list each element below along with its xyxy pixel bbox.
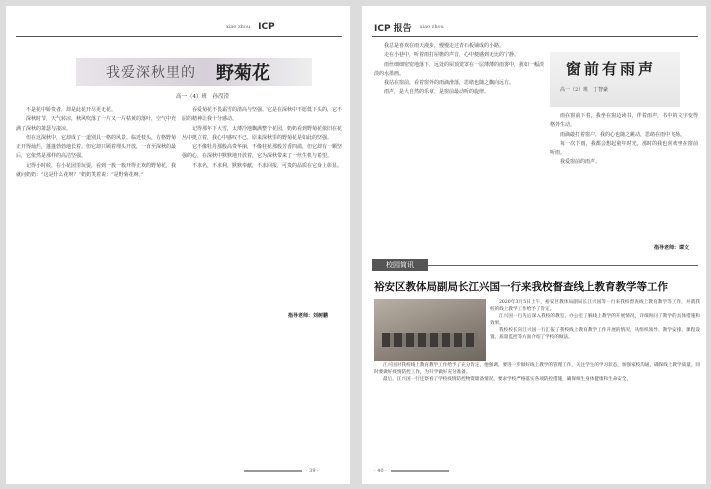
paragraph: 雨滴敲打着窗户，我的心也随之跳动，思绪在雨中飞扬。 (560, 131, 686, 138)
paragraph: 2020年3月5日上午，裕安区教体局副局长江兴国等一行来我校督查线上教育教学等工作，并就我校的线上教学工作给予了肯定。 (490, 300, 700, 312)
section-header (372, 258, 698, 272)
paragraph: 我爱窗前的雨声。 (560, 159, 601, 166)
paragraph: 我总是喜欢在雨天漫步，慢慢走过青石板铺成的小路。 (384, 43, 505, 49)
paragraph: 记得那年下大雪，太薄冷地飘满整个花园，奶奶看到野菊花依旧在花丛中挺立着，我心中感叹不已，原来深秋里的野菊花是如此的坚强。 (182, 125, 342, 141)
article-column-1 (16, 106, 176, 316)
page-bar (244, 470, 302, 472)
section-rule (428, 265, 698, 266)
paragraph: 雨声，是大自然的乐章，是窗前最动听的旋律。 (384, 89, 490, 96)
article-column-2 (182, 106, 342, 311)
paragraph: 记得小时候，在小花园里玩耍，看到一簇一簇开得正欢的野菊花，我就问奶奶：“这是什么花呀？”奶奶笑着说：“是野菊花呀。” (16, 162, 176, 179)
paragraph: 每一次下雨，我都会想起童年时光，那时的我也喜欢坐在窗前听雨。 (550, 140, 698, 157)
page-bar (391, 470, 449, 472)
essay-title: 窗前有雨声 (566, 60, 657, 78)
header-rule (16, 36, 342, 37)
news-headline: 裕安区教体局副局长江兴国一行来我校督查线上教育教学等工作 (374, 281, 668, 293)
right-header (374, 20, 444, 34)
paragraph: 我站在窗前，看着窗外的雨滴滑落，思绪也随之飘向远方。 (384, 80, 515, 87)
paragraph: 不求名，不求利，默默奉献，不求回报，可贵的品质在它身上彰显。 (192, 162, 342, 169)
header-small-text: xiao zhou (419, 24, 444, 30)
essay-column-1 (374, 42, 544, 248)
essay-footnote: 指导老师：谭文 (654, 245, 690, 251)
paragraph: 但在这深秋中，它却成了一道别具一格的风景。临近枝头，方格野菊正开得灿烂，蓬蓬勃勃地长着。但它却只顾着埋头开放，一直至深秋的最后，它依然是那样的高洁坚强。 (16, 134, 176, 160)
photo-people-row (382, 333, 478, 347)
paragraph: 江兴国一行先后深入我校的教室、办公室了解线上教学的开展情况，详细询问了教学的具体措施和效果。 (490, 314, 700, 326)
left-page (6, 6, 350, 484)
article-title-banner (76, 58, 312, 86)
paragraph: 吞爱菊花不畏霜雪的清高与坚强。它是在深秋中不愿低下头的，它不屈的精神让我十分感动。 (182, 107, 342, 123)
essay-title-box (550, 52, 680, 107)
header-brand: ICP (258, 22, 275, 32)
article-title-part1: 我爱深秋里的 (106, 65, 196, 81)
paragraph: 走在小巷中，听着雨打屋檐的声音，心中便感到无比的宁静。 (384, 52, 520, 59)
paragraph: 江兴国对我校线上教育教学工作给予了充分肯定，他强调，要进一步做好线上教学的管理工作，关注学生的学习状态，加强家校沟通，确保线上教学质量。同时要做好疫情防控工作，为开学做好充分准备。 (374, 363, 700, 375)
page-number-text: · 39 · (306, 468, 319, 474)
left-header (226, 20, 275, 34)
essay-column-2 (550, 112, 698, 240)
section-label: 校园简讯 (372, 259, 428, 271)
paragraph: 我校校长向江兴国一行汇报了我校线上教育教学工作开展的情况，从组织领导、教学安排、课程设置、质量监控等方面介绍了学校的做法。 (490, 328, 700, 340)
header-brand: ICP 报告 (374, 23, 412, 34)
article-footnote: 指导老师：刘树鹏 (288, 313, 329, 319)
news-column (490, 299, 700, 341)
paragraph: 最后，江兴国一行还察看了学校疫情防控物资储备情况，要求学校严格落实各项防控措施，确保师生身体健康和生命安全。 (383, 377, 632, 382)
paragraph: 雨在窗前下着，我坐在窗边读书，伴着雨声，书中的文字变得格外生动。 (550, 113, 698, 129)
header-small-text: xiao zhou (226, 24, 251, 30)
page-number (374, 468, 449, 474)
paragraph: 不是花中娇贵者，却是此花开尽更无花。 (26, 107, 117, 113)
paragraph: 深秋时节，天气转凉，秋风吹落了一片又一片枯黄的落叶，空气中充满了深秋的萧瑟与凄凉。 (16, 116, 176, 132)
news-photo (374, 299, 486, 361)
paragraph: 雨丝细细密密地落下，远处的屋顶笼罩在一层薄薄的雨雾中，犹如一幅淡淡的水墨画。 (374, 61, 544, 77)
header-rule (372, 36, 698, 37)
page-number (244, 468, 319, 474)
essay-author: 高一（2）班 丁智豪 (560, 87, 609, 93)
article-title-part2: 野菊花 (216, 63, 270, 84)
page-number-text: · 40 · (374, 468, 387, 474)
right-page (362, 6, 706, 484)
news-wide-column (374, 362, 700, 383)
article-author: 高一（4）班 孙滢滢 (176, 94, 229, 100)
paragraph: 它不像牡丹那般高贵华丽，不像桂花那般芳香四溢，但它却有一颗坚强的心，在深秋中默默地开放着，它为深秋带来了一丝生机与希望。 (182, 144, 342, 160)
